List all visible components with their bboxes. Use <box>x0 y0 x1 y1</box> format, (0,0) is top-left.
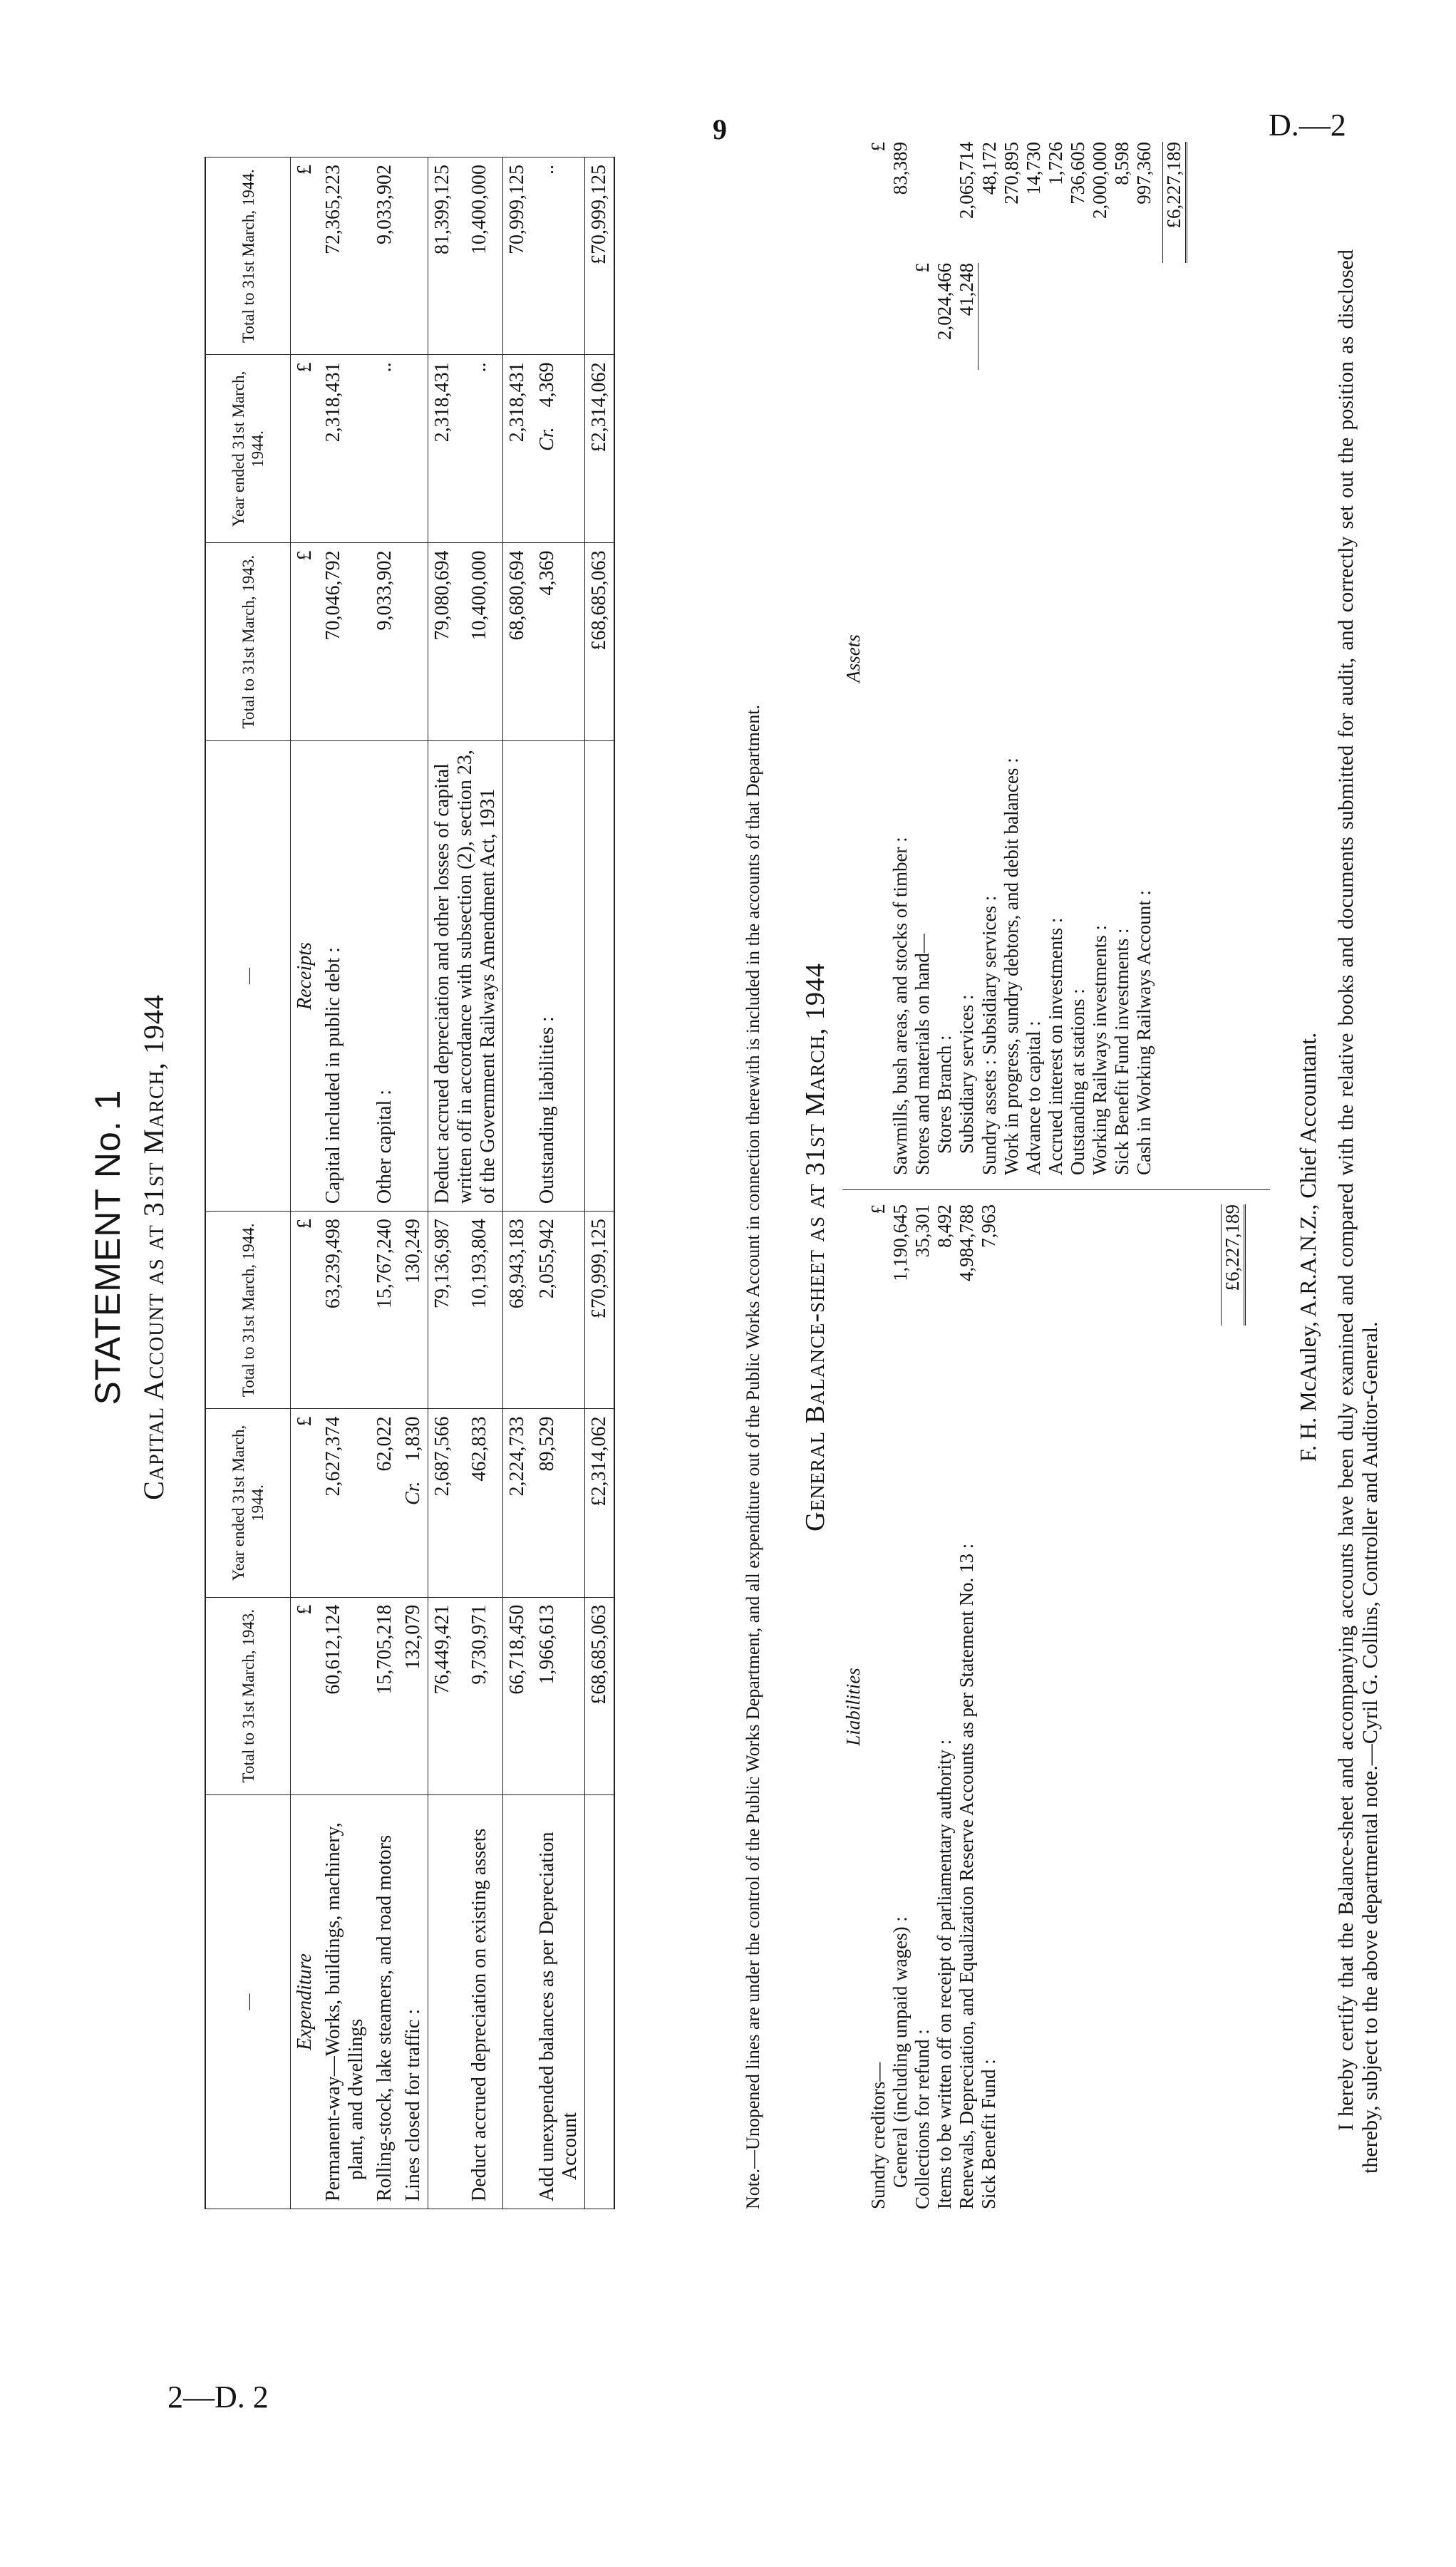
table-row <box>319 157 371 2209</box>
list-item <box>1045 142 1067 1175</box>
liabilities-heading: Liabilities <box>842 1668 864 1746</box>
table-row <box>371 157 399 2209</box>
dots: : <box>1045 917 1066 924</box>
currency-symbol: £ <box>291 157 320 355</box>
capital-account-table <box>205 157 615 2209</box>
table-header-row <box>205 157 291 2209</box>
cell-value: 41,248 <box>956 263 979 370</box>
currency-symbol: £ <box>291 355 320 543</box>
row-label: Other capital <box>373 1100 396 1204</box>
cell-value: 62,022 <box>371 1409 399 1597</box>
row-label: Rolling-stock, lake steamers, and road motors <box>373 1835 396 2201</box>
row-label: Permanent-way—Works, buildings, machinery, plant, and dwellings <box>322 1822 367 2201</box>
list-item <box>956 142 979 1175</box>
dots: : <box>1089 924 1110 931</box>
column-header: Total to 31st March, 1943. <box>205 543 291 740</box>
cell-value: 48,172 <box>979 142 1000 195</box>
dots: : <box>978 2059 999 2065</box>
cell-value: 462,833 <box>465 1409 503 1597</box>
total-value: £2,314,062 <box>585 355 615 543</box>
dots: : <box>536 1016 558 1023</box>
table-row <box>533 157 585 2209</box>
list-item <box>934 142 956 1175</box>
list-item <box>912 142 934 1175</box>
currency-symbol: £ <box>291 543 320 740</box>
dots: : <box>934 1035 955 1041</box>
list-item <box>889 142 912 1175</box>
cell-value: 14,730 <box>1023 142 1044 195</box>
cell-value: 60,612,124 <box>319 1597 371 1794</box>
row-label: Add unexpended balances as per Depreciation Account <box>536 1832 581 2201</box>
list-item <box>1111 142 1133 1175</box>
cell-value: 63,239,498 <box>319 1212 371 1409</box>
row-label: Sick Benefit Fund investments <box>1111 938 1132 1175</box>
cell-value: 7,963 <box>978 1204 999 1248</box>
row-label: Outstanding liabilities <box>536 1027 558 1204</box>
liabilities-total-row <box>1221 1204 1246 2209</box>
list-item <box>867 142 889 1175</box>
list-item <box>956 1204 978 2209</box>
cell-value: 2,318,431 <box>503 355 534 543</box>
cell-value: .. <box>465 355 503 543</box>
list-item <box>867 1204 889 2209</box>
cell-value: 81,399,125 <box>428 157 466 355</box>
cell-value: 2,055,942 <box>533 1212 585 1409</box>
row-label: Sundry assets : Subsidiary services <box>979 906 1000 1175</box>
cell-value: 8,492 <box>934 1204 955 1248</box>
cell-value: 2,318,431 <box>428 355 466 543</box>
row-label: Stores and materials on hand— <box>912 934 933 1175</box>
currency-symbol: £ <box>291 1409 320 1597</box>
cell-value: 10,400,000 <box>465 543 503 740</box>
total-value: £6,227,189 <box>1221 1204 1246 1326</box>
dots: : <box>956 994 977 1001</box>
row-label: Working Railways investments <box>1089 935 1110 1175</box>
total-value: £70,999,125 <box>585 157 615 355</box>
table-row <box>503 157 534 2209</box>
cell-value: 15,705,218 <box>371 1597 399 1794</box>
dots: : <box>979 895 1000 902</box>
rotated-page-content <box>66 142 1420 2345</box>
cell-value: 15,767,240 <box>371 1212 399 1409</box>
cell-value: 76,449,421 <box>428 1597 466 1794</box>
row-label: Sick Benefit Fund <box>978 2069 999 2209</box>
document-code: D.—2 <box>1269 108 1346 143</box>
credit-prefix: Cr. <box>536 427 558 451</box>
row-label: Sundry creditors— <box>867 2062 889 2209</box>
dots: : <box>889 1916 911 1922</box>
cell-value: 1,830 <box>402 1416 424 1462</box>
list-item <box>1067 142 1089 1175</box>
cell-value: 997,360 <box>1133 142 1155 205</box>
row-label: Sawmills, bush areas, and stocks of timber <box>889 847 911 1175</box>
row-label: Subsidiary services <box>956 1004 977 1154</box>
chief-accountant-signature: F. H. McAuley, A.R.A.N.Z., Chief Accountant. <box>1295 1032 1321 1462</box>
cell-value: 66,718,450 <box>503 1597 534 1794</box>
dots: : <box>322 947 344 953</box>
row-label: Work in progress, sundry debtors, and debit balances <box>1001 768 1022 1175</box>
cell-value: 132,079 <box>399 1597 428 1794</box>
total-value: £68,685,063 <box>585 543 615 740</box>
dots: : <box>889 837 911 842</box>
row-label: Deduct accrued depreciation and other losses of capital written off in accordance with subsection (2), section 23, of the Government Railways Amendment Act, 1931 <box>428 740 503 1211</box>
cell-value: 1,190,645 <box>889 1204 911 1281</box>
page-number: 9 <box>713 113 727 145</box>
cell-value: 2,224,733 <box>503 1409 534 1597</box>
list-item <box>979 142 1001 1175</box>
cell-value: 736,605 <box>1067 142 1088 205</box>
footer-code: 2—D. 2 <box>167 2380 269 2414</box>
cell-value: 2,000,000 <box>1089 142 1110 219</box>
cell-value: 4,984,788 <box>956 1204 977 1281</box>
list-item <box>889 1204 912 2209</box>
currency-symbol: £ <box>867 1204 889 1214</box>
table-total-row <box>585 157 615 2209</box>
total-value: £68,685,063 <box>585 1597 615 1794</box>
row-label: Renewals, Depreciation, and Equalization Reserve Accounts as per Statement No. 13 <box>956 1554 977 2209</box>
dots: : <box>934 1739 955 1745</box>
dots: : <box>1133 889 1155 896</box>
column-header: Year ended 31st March, 1944. <box>205 1409 291 1597</box>
dots: : <box>1001 758 1022 763</box>
list-item <box>1089 142 1111 1175</box>
table-note: Note.—Unopened lines are under the control of the Public Works Department, and all expenditure out of the Public Works Account in connection therewith is included in the accounts of that Department. <box>743 704 763 2209</box>
expenditure-heading: Expenditure <box>291 1794 320 2209</box>
row-label: Collections for refund <box>912 2039 933 2209</box>
cell-value: 72,365,223 <box>319 157 371 355</box>
list-item <box>978 1204 1000 2209</box>
column-header: — <box>205 1794 291 2209</box>
row-label: Cash in Working Railways Account <box>1133 900 1155 1175</box>
row-label: Items to be written off on receipt of parliamentary authority <box>934 1749 955 2209</box>
currency-symbol: £ <box>867 142 889 152</box>
list-item <box>934 1204 956 2209</box>
credit-prefix: Cr. <box>402 1481 424 1505</box>
cell-value: 8,598 <box>1111 142 1132 185</box>
cell-value: 68,680,694 <box>503 543 534 740</box>
cell-value: 83,389 <box>889 142 911 195</box>
dots: : <box>1023 1021 1044 1026</box>
assets-section <box>842 142 1270 1190</box>
row-label: Advance to capital <box>1023 1031 1044 1175</box>
cell-value: 70,046,792 <box>319 543 371 740</box>
statement-title: STATEMENT No. 1 <box>88 1089 128 1405</box>
row-label: Accrued interest on investments <box>1045 927 1066 1175</box>
total-value: £70,999,125 <box>585 1212 615 1409</box>
liabilities-section <box>842 1204 1246 2209</box>
dots: : <box>1067 988 1088 994</box>
cell-value: 9,033,902 <box>371 543 399 740</box>
cell-value: 270,895 <box>1001 142 1022 205</box>
dots: : <box>956 1543 977 1549</box>
cell-value: 79,136,987 <box>428 1212 466 1409</box>
cell-value: 79,080,694 <box>428 543 466 740</box>
balance-sheet-title: General Balance-sheet as at 31st March, 1944 <box>800 963 830 1532</box>
cell-value: 68,943,183 <box>503 1212 534 1409</box>
list-item <box>912 1204 934 2209</box>
row-label: Stores Branch <box>934 1045 955 1154</box>
currency-symbol: £ <box>912 263 933 273</box>
dots: : <box>912 2029 933 2035</box>
row-label: Outstanding at stations <box>1067 998 1088 1175</box>
total-value: £6,227,189 <box>1162 142 1187 263</box>
row-label: Capital included in public debt <box>322 957 344 1204</box>
dots: : <box>402 2008 424 2015</box>
column-header: Total to 31st March, 1944. <box>205 157 291 355</box>
row-label: General (including unpaid wages) <box>889 1926 911 2188</box>
table-row <box>291 157 320 2209</box>
cell-value: 9,033,902 <box>371 157 399 355</box>
cell-value: 2,024,466 <box>934 263 955 340</box>
cell-value: 70,999,125 <box>503 157 534 355</box>
auditor-certification: I hereby certify that the Balance-sheet and accompanying accounts have been duly examined and compared with the relative books and documents submitted for audit, and correctly set out the position as disclosed thereby, subject to the above departmental note.—Cyril G. Collins, Controller and Auditor-General. <box>1334 249 1382 2174</box>
currency-symbol: £ <box>291 1212 320 1409</box>
total-value: £2,314,062 <box>585 1409 615 1597</box>
column-header: Total to 31st March, 1943. <box>205 1597 291 1794</box>
assets-heading: Assets <box>842 634 864 683</box>
cell-value: 89,529 <box>533 1409 585 1597</box>
cell-value: 2,687,566 <box>428 1409 466 1597</box>
list-item <box>1001 142 1023 1175</box>
list-item <box>1133 142 1155 1175</box>
cell-value: 2,627,374 <box>319 1409 371 1597</box>
receipts-heading: Receipts <box>291 740 320 1211</box>
table-row <box>428 157 466 2209</box>
list-item <box>1023 142 1045 1175</box>
cell-value: 4,369 <box>533 543 585 740</box>
table-row <box>399 157 428 2209</box>
row-label: Lines closed for traffic <box>402 2019 424 2201</box>
cell-value: 35,301 <box>912 1204 933 1258</box>
column-header: Year ended 31st March, 1944. <box>205 355 291 543</box>
column-header: Total to 31st March, 1944. <box>205 1212 291 1409</box>
dots: : <box>1111 928 1132 934</box>
dots: : <box>373 1089 396 1095</box>
cell-value: 4,369 <box>536 362 558 408</box>
row-label: Deduct accrued depreciation on existing assets <box>468 1828 490 2201</box>
cell-value: .. <box>533 157 585 355</box>
cell-value: 10,193,804 <box>465 1212 503 1409</box>
cell-value: 130,249 <box>399 1212 428 1409</box>
cell-value: 9,730,971 <box>465 1597 503 1794</box>
capital-account-title: Capital Account as at 31st March, 1944 <box>138 994 170 1500</box>
assets-total-row <box>1162 142 1187 1175</box>
cell-value: 1,966,613 <box>533 1597 585 1794</box>
currency-symbol: £ <box>291 1597 320 1794</box>
cell-value: 2,065,714 <box>956 142 977 219</box>
cell-value: 2,318,431 <box>319 355 371 543</box>
cell-value: .. <box>371 355 399 543</box>
column-header: — <box>205 740 291 1211</box>
cell-value: 1,726 <box>1045 142 1066 185</box>
cell-value: 10,400,000 <box>465 157 503 355</box>
